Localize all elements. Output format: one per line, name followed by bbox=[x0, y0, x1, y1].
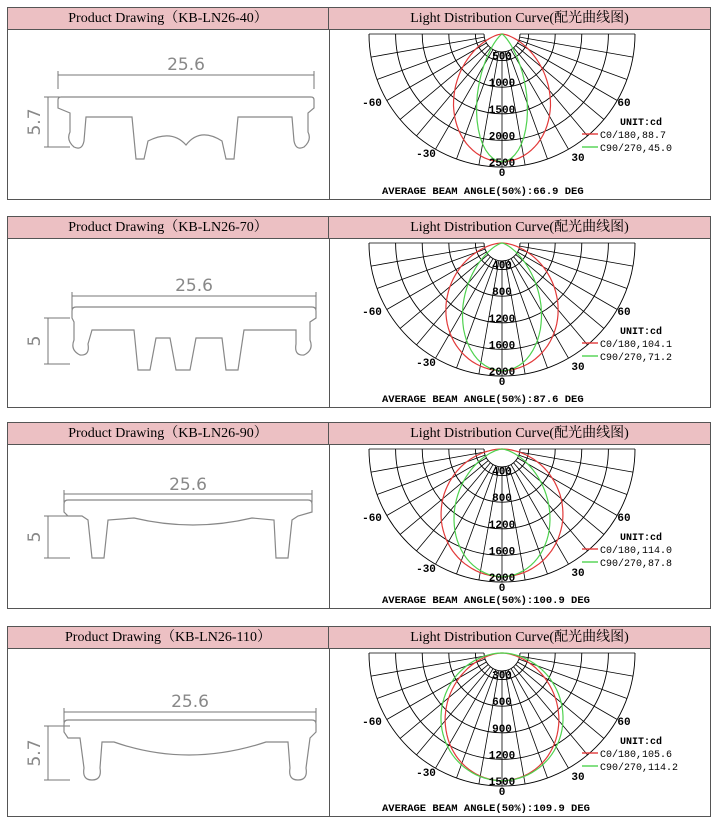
unit-label: UNIT:cd bbox=[620, 533, 663, 544]
ring-value-label: 1600 bbox=[488, 546, 516, 559]
angle-label: 0 bbox=[498, 787, 506, 799]
light-distribution-chart bbox=[330, 31, 710, 199]
light-curve-header: Light Distribution Curve(配光曲线图) bbox=[329, 423, 710, 445]
average-beam-angle-unit: DEG bbox=[564, 803, 590, 815]
product-drawing-header bbox=[8, 423, 329, 445]
average-beam-angle-prefix: AVERAGE BEAM ANGLE(50%): bbox=[382, 186, 534, 198]
angle-label: -60 bbox=[362, 513, 382, 525]
average-beam-angle bbox=[382, 394, 584, 406]
angle-label: 0 bbox=[498, 168, 506, 180]
ring-value-label: 600 bbox=[492, 697, 512, 710]
profile-outline bbox=[64, 720, 316, 780]
ring-value-label: 2000 bbox=[488, 367, 516, 379]
angle-label: 60 bbox=[617, 307, 631, 319]
model-label: （KB-LN26-70） bbox=[164, 220, 268, 235]
ring-value-label: 300 bbox=[492, 670, 512, 683]
average-beam-angle bbox=[382, 803, 590, 815]
angle-label: -60 bbox=[362, 717, 382, 729]
angle-label: 0 bbox=[498, 583, 506, 595]
ring-value-label: 900 bbox=[492, 723, 512, 736]
average-beam-angle-value: 87.6 bbox=[533, 394, 559, 406]
product-drawing bbox=[8, 650, 329, 816]
product-block bbox=[7, 626, 711, 817]
c90-legend-text: C90/270,114.2 bbox=[600, 763, 679, 774]
unit-label: UNIT:cd bbox=[620, 327, 663, 338]
model-label: （KB-LN26-110） bbox=[161, 630, 271, 645]
polar-chart bbox=[330, 446, 712, 609]
unit-label: UNIT:cd bbox=[620, 118, 663, 129]
c0-legend-text: C0/180,88.7 bbox=[600, 131, 667, 142]
light-curve-header: Light Distribution Curve(配光曲线图) bbox=[329, 627, 710, 649]
average-beam-angle-value: 66.9 bbox=[533, 186, 559, 198]
angle-label: 30 bbox=[571, 362, 585, 374]
c0-legend-text: C0/180,105.6 bbox=[600, 750, 673, 761]
ring-value-label: 800 bbox=[492, 493, 512, 506]
ring-value-label: 500 bbox=[492, 51, 512, 64]
height-dimension-text: 5.7 bbox=[25, 739, 45, 767]
height-dimension-text: 5 bbox=[25, 335, 45, 347]
average-beam-angle-prefix: AVERAGE BEAM ANGLE(50%): bbox=[382, 394, 534, 406]
angle-label: 60 bbox=[617, 98, 631, 110]
width-dimension-text: 25.6 bbox=[171, 692, 209, 712]
ring-value-label: 1500 bbox=[488, 104, 516, 117]
profile-outline bbox=[72, 307, 316, 370]
width-dimension-text: 25.6 bbox=[167, 55, 205, 75]
product-drawing-header bbox=[8, 627, 329, 649]
angle-label: -60 bbox=[362, 307, 382, 319]
angle-label: 30 bbox=[571, 772, 585, 784]
profile-outline bbox=[64, 500, 312, 558]
average-beam-angle-unit: DEG bbox=[558, 394, 584, 406]
light-distribution-chart bbox=[330, 650, 710, 816]
average-beam-angle-unit: DEG bbox=[558, 186, 584, 198]
height-dimension-text: 5.7 bbox=[25, 108, 45, 136]
angle-label: -30 bbox=[416, 149, 436, 161]
angle-label: 30 bbox=[571, 568, 585, 580]
angle-label: 60 bbox=[617, 513, 631, 525]
angle-label: 30 bbox=[571, 153, 585, 165]
product-block bbox=[7, 422, 711, 609]
angle-label: 60 bbox=[617, 717, 631, 729]
average-beam-angle-value: 109.9 bbox=[533, 803, 565, 815]
polar-chart bbox=[330, 31, 712, 200]
polar-chart bbox=[330, 240, 712, 408]
angle-label: 0 bbox=[498, 377, 506, 389]
average-beam-angle-prefix: AVERAGE BEAM ANGLE(50%): bbox=[382, 595, 534, 607]
average-beam-angle-prefix: AVERAGE BEAM ANGLE(50%): bbox=[382, 803, 534, 815]
c0-legend-text: C0/180,104.1 bbox=[600, 340, 673, 351]
profile-drawing bbox=[8, 31, 329, 200]
ring-value-label: 1200 bbox=[488, 750, 516, 763]
unit-label: UNIT:cd bbox=[620, 737, 663, 748]
ring-value-label: 2500 bbox=[488, 158, 516, 170]
profile-outline bbox=[58, 97, 314, 159]
drawing-label: Product Drawing bbox=[68, 11, 165, 26]
profile-drawing bbox=[8, 240, 329, 408]
light-curve-header: Light Distribution Curve(配光曲线图) bbox=[329, 8, 710, 30]
drawing-label: Product Drawing bbox=[68, 220, 165, 235]
c90-legend-text: C90/270,71.2 bbox=[600, 353, 673, 364]
angle-label: -30 bbox=[416, 564, 436, 576]
ring-value-label: 2000 bbox=[488, 131, 516, 144]
average-beam-angle bbox=[382, 186, 584, 198]
product-block bbox=[7, 216, 711, 408]
ring-value-label: 1000 bbox=[488, 78, 516, 91]
product-drawing bbox=[8, 31, 329, 199]
angle-label: -30 bbox=[416, 768, 436, 780]
light-distribution-chart bbox=[330, 240, 710, 407]
drawing-label: Product Drawing bbox=[65, 630, 162, 645]
average-beam-angle-unit: DEG bbox=[564, 595, 590, 607]
average-beam-angle bbox=[382, 595, 590, 607]
average-beam-angle-value: 100.9 bbox=[533, 595, 565, 607]
ring-value-label: 1600 bbox=[488, 340, 516, 353]
profile-drawing bbox=[8, 446, 329, 609]
height-dimension-text: 5 bbox=[25, 531, 45, 543]
light-distribution-chart bbox=[330, 446, 710, 608]
ring-value-label: 800 bbox=[492, 287, 512, 300]
c90-legend-text: C90/270,87.8 bbox=[600, 559, 673, 570]
light-curve-header: Light Distribution Curve(配光曲线图) bbox=[329, 217, 710, 239]
model-label: （KB-LN26-90） bbox=[164, 426, 268, 441]
product-drawing-header bbox=[8, 217, 329, 239]
model-label: （KB-LN26-40） bbox=[164, 11, 268, 26]
product-drawing bbox=[8, 240, 329, 407]
product-drawing bbox=[8, 446, 329, 608]
profile-drawing bbox=[8, 650, 329, 817]
ring-value-label: 400 bbox=[492, 260, 512, 273]
angle-label: -60 bbox=[362, 98, 382, 110]
c90-legend-text: C90/270,45.0 bbox=[600, 144, 673, 155]
polar-chart bbox=[330, 650, 712, 817]
width-dimension-text: 25.6 bbox=[175, 276, 213, 296]
ring-value-label: 2000 bbox=[488, 573, 516, 585]
c0-legend-text: C0/180,114.0 bbox=[600, 546, 673, 557]
drawing-label: Product Drawing bbox=[68, 426, 165, 441]
ring-value-label: 1200 bbox=[488, 313, 516, 326]
product-drawing-header bbox=[8, 8, 329, 30]
ring-value-label: 400 bbox=[492, 466, 512, 479]
ring-value-label: 1200 bbox=[488, 519, 516, 532]
angle-label: -30 bbox=[416, 358, 436, 370]
ring-value-label: 1500 bbox=[488, 777, 516, 789]
product-block bbox=[7, 7, 711, 200]
width-dimension-text: 25.6 bbox=[169, 475, 207, 495]
